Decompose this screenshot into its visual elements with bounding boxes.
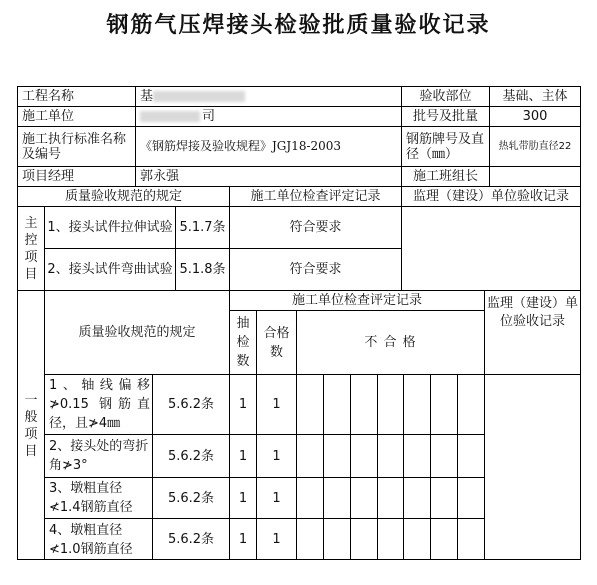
redacted-area bbox=[153, 91, 245, 102]
fail-cell[interactable] bbox=[404, 519, 431, 560]
general-item-sample[interactable]: 1 bbox=[230, 435, 257, 478]
project-manager-value[interactable]: 郭永强 bbox=[136, 167, 402, 187]
pass-count-header: 合格数 bbox=[257, 311, 297, 375]
batch-label: 批号及批量 bbox=[402, 107, 490, 127]
fail-cell[interactable] bbox=[431, 375, 458, 435]
fail-cell[interactable] bbox=[431, 519, 458, 560]
fail-cell[interactable] bbox=[351, 519, 378, 560]
redacted-area bbox=[140, 111, 200, 122]
fail-cell[interactable] bbox=[431, 478, 458, 519]
rebar-grade-value[interactable]: 热轧带肋直径22 bbox=[490, 127, 581, 167]
fail-cell[interactable] bbox=[431, 435, 458, 478]
main-item-clause: 5.1.8条 bbox=[176, 249, 230, 291]
main-item-result[interactable]: 符合要求 bbox=[230, 207, 402, 249]
team-leader-label: 施工班组长 bbox=[402, 167, 490, 187]
general-item-name: 2、接头处的弯折角≯3° bbox=[45, 435, 153, 478]
general-item-clause: 5.6.2条 bbox=[153, 375, 230, 435]
fail-cell[interactable] bbox=[458, 478, 485, 519]
general-item-name: 3、墩粗直径≮1.4钢筋直径 bbox=[45, 478, 153, 519]
page-title: 钢筋气压焊接头检验批质量验收记录 bbox=[106, 12, 491, 38]
fail-cell[interactable] bbox=[458, 435, 485, 478]
fail-cell[interactable] bbox=[351, 478, 378, 519]
fail-cell[interactable] bbox=[404, 478, 431, 519]
general-group-label: 一 般 项 目 bbox=[18, 291, 45, 560]
acceptance-part-label: 验收部位 bbox=[402, 87, 490, 107]
fail-cell[interactable] bbox=[297, 375, 324, 435]
general-item-clause: 5.6.2条 bbox=[153, 478, 230, 519]
main-spec-header: 质量验收规范的规定 bbox=[18, 187, 230, 207]
team-leader-value[interactable] bbox=[490, 167, 581, 187]
fail-cell[interactable] bbox=[351, 375, 378, 435]
fail-cell[interactable] bbox=[297, 519, 324, 560]
main-supervision-header: 监理（建设）单位验收记录 bbox=[402, 187, 581, 207]
general-item-sample[interactable]: 1 bbox=[230, 519, 257, 560]
acceptance-part-value[interactable]: 基础、主体 bbox=[490, 87, 581, 107]
main-item-result[interactable]: 符合要求 bbox=[230, 249, 402, 291]
fail-cell[interactable] bbox=[404, 375, 431, 435]
general-item-name: 1、轴线偏移≯0.15 钢筋直径，且≯4㎜ bbox=[45, 375, 153, 435]
fail-cell[interactable] bbox=[378, 375, 404, 435]
sample-count-header: 抽检数 bbox=[230, 311, 257, 375]
fail-cell[interactable] bbox=[324, 435, 351, 478]
standard-label: 施工执行标准名称及编号 bbox=[18, 127, 136, 167]
rebar-grade-label: 钢筋牌号及直径（㎜） bbox=[402, 127, 490, 167]
general-spec-header: 质量验收规范的规定 bbox=[45, 291, 230, 375]
general-item-sample[interactable]: 1 bbox=[230, 375, 257, 435]
fail-cell[interactable] bbox=[378, 478, 404, 519]
main-item-name: 2、接头试件弯曲试验 bbox=[45, 249, 176, 291]
construction-unit-label: 施工单位 bbox=[18, 107, 136, 127]
project-name-text: 基 bbox=[140, 89, 154, 104]
main-check-header: 施工单位检查评定记录 bbox=[230, 187, 402, 207]
project-name-value[interactable] bbox=[136, 87, 402, 107]
batch-value[interactable]: 300 bbox=[490, 107, 581, 127]
project-name-label: 工程名称 bbox=[18, 87, 136, 107]
main-supervision-record[interactable] bbox=[402, 207, 581, 291]
fail-cell[interactable] bbox=[378, 519, 404, 560]
general-supervision-record[interactable] bbox=[485, 375, 581, 560]
fail-cell[interactable] bbox=[458, 519, 485, 560]
fail-cell[interactable] bbox=[378, 435, 404, 478]
fail-cell[interactable] bbox=[458, 375, 485, 435]
standard-value[interactable]: 《钢筋焊接及验收规程》JGJ18-2003 bbox=[136, 127, 402, 167]
construction-unit-text: 司 bbox=[202, 109, 216, 124]
general-item-name: 4、墩粗直径≮1.0钢筋直径 bbox=[45, 519, 153, 560]
fail-cell[interactable] bbox=[351, 435, 378, 478]
fail-cell[interactable] bbox=[324, 375, 351, 435]
construction-unit-value[interactable] bbox=[136, 107, 402, 127]
main-control-group-label: 主 控 项 目 bbox=[18, 207, 45, 291]
fail-header: 不 合 格 bbox=[297, 311, 485, 375]
general-check-header: 施工单位检查评定记录 bbox=[230, 291, 485, 311]
general-item-pass[interactable]: 1 bbox=[257, 519, 297, 560]
main-item-clause: 5.1.7条 bbox=[176, 207, 230, 249]
fail-cell[interactable] bbox=[404, 435, 431, 478]
fail-cell[interactable] bbox=[297, 478, 324, 519]
project-manager-label: 项目经理 bbox=[18, 167, 136, 187]
general-item-pass[interactable]: 1 bbox=[257, 435, 297, 478]
general-item-pass[interactable]: 1 bbox=[257, 478, 297, 519]
acceptance-record-table bbox=[17, 86, 581, 560]
fail-cell[interactable] bbox=[324, 519, 351, 560]
general-item-sample[interactable]: 1 bbox=[230, 478, 257, 519]
general-item-clause: 5.6.2条 bbox=[153, 519, 230, 560]
main-item-name: 1、接头试件拉伸试验 bbox=[45, 207, 176, 249]
general-item-pass[interactable]: 1 bbox=[257, 375, 297, 435]
general-item-clause: 5.6.2条 bbox=[153, 435, 230, 478]
fail-cell[interactable] bbox=[324, 478, 351, 519]
fail-cell[interactable] bbox=[297, 435, 324, 478]
general-supervision-header: 监理（建设）单位验收记录 bbox=[485, 291, 581, 375]
